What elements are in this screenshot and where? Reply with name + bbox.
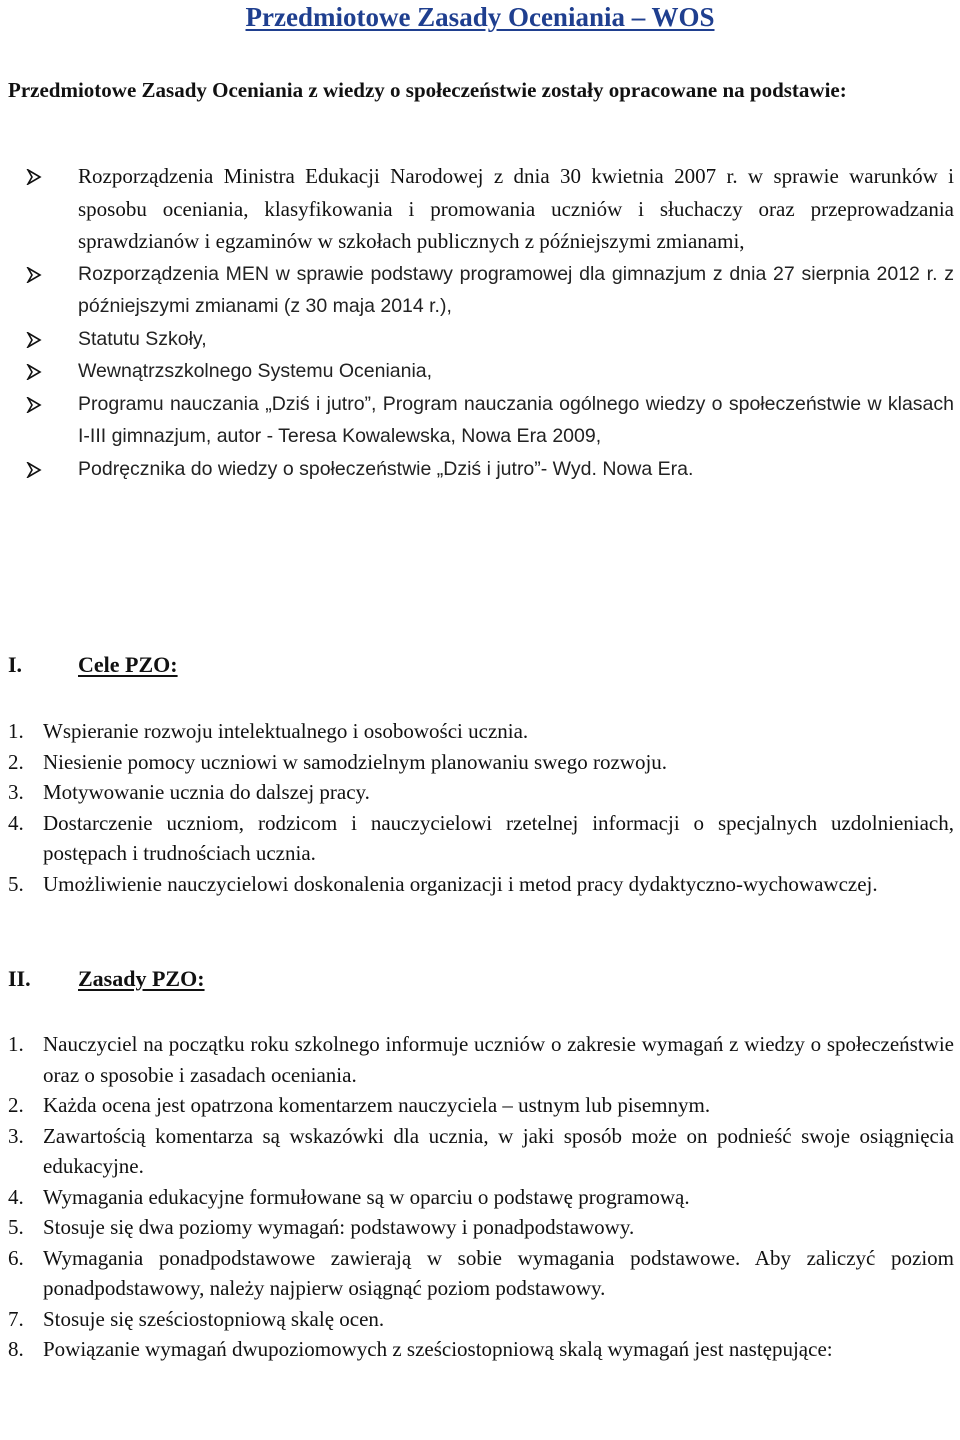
list-item <box>8 1212 954 1243</box>
basis-item-text: Rozporządzenia MEN w sprawie podstawy programowej dla gimnazjum z dnia 27 sierpnia 2012 r. z późniejszymi zmianami (z 30 maja 2014 r.), <box>78 262 954 317</box>
basis-item-text: Podręcznika do wiedzy o społeczeństwie „Dziś i jutro”- Wyd. Nowa Era. <box>78 457 694 480</box>
arrow-bullet-icon <box>26 169 42 185</box>
basis-item-text: Statutu Szkoły, <box>78 327 207 350</box>
section-title: Zasady PZO: <box>78 966 205 991</box>
item-text: Zawartością komentarza są wskazówki dla ucznia, w jaki sposób może on podnieść swoje osiągnięcia edukacyjne. <box>43 1123 954 1178</box>
section-heading-goals <box>8 652 178 678</box>
item-text: Stosuje się sześciostopniową skalę ocen. <box>43 1306 385 1331</box>
list-item <box>8 869 954 900</box>
list-item <box>8 1243 954 1304</box>
section-number: I. <box>8 652 23 677</box>
item-text: Dostarczenie uczniom, rodzicom i nauczycielowi rzetelnej informacji o specjalnych uzdolnieniach, postępach i trudnościach ucznia. <box>43 810 954 865</box>
item-text: Umożliwienie nauczycielowi doskonalenia organizacji i metod pracy dydaktyczno-wychowawczej. <box>43 871 878 896</box>
section-heading-rules <box>8 966 205 992</box>
list-item <box>8 808 954 869</box>
list-item <box>8 1029 954 1090</box>
item-number: 4. <box>8 1184 24 1209</box>
basis-item <box>8 323 954 356</box>
item-text: Stosuje się dwa poziomy wymagań: podstawowy i ponadpodstawowy. <box>43 1215 635 1239</box>
list-item <box>8 1304 954 1335</box>
intro-paragraph: Przedmiotowe Zasady Oceniania z wiedzy o społeczeństwie zostały opracowane na podstawie: <box>8 78 847 102</box>
goals-list <box>8 716 954 899</box>
basis-item-text: Wewnątrzszkolnego Systemu Oceniania, <box>78 360 433 382</box>
item-text: Nauczyciel na początku roku szkolnego informuje uczniów o zakresie wymagań z wiedzy o społeczeństwie oraz o sposobie i zasadach oceniania. <box>43 1032 954 1087</box>
item-text: Powiązanie wymagań dwupoziomowych z sześciostopniową skalą wymagań jest następujące: <box>43 1337 833 1361</box>
list-item <box>8 1334 954 1365</box>
arrow-bullet-icon <box>26 364 42 380</box>
basis-item <box>8 388 954 453</box>
item-number: 7. <box>8 1306 24 1331</box>
item-text: Każda ocena jest opatrzona komentarzem nauczyciela – ustnym lub pisemnym. <box>43 1093 711 1117</box>
arrow-bullet-icon <box>26 332 42 348</box>
list-item <box>8 747 954 778</box>
basis-item <box>8 355 954 388</box>
list-item <box>8 1182 954 1213</box>
item-number: 1. <box>8 1032 24 1056</box>
basis-item <box>8 258 954 323</box>
arrow-bullet-icon <box>26 267 42 283</box>
rules-list <box>8 1029 954 1365</box>
item-number: 6. <box>8 1245 24 1270</box>
item-number: 3. <box>8 780 24 804</box>
list-item <box>8 777 954 808</box>
section-title: Cele PZO: <box>78 652 178 677</box>
item-text: Niesienie pomocy uczniowi w samodzielnym planowaniu swego rozwoju. <box>43 749 668 774</box>
arrow-bullet-icon <box>26 462 42 478</box>
basis-item <box>8 453 954 486</box>
item-text: Wymagania edukacyjne formułowane są w oparciu o podstawę programową. <box>43 1184 690 1209</box>
document-title: Przedmiotowe Zasady Oceniania – WOS <box>245 2 715 32</box>
item-text: Wspieranie rozwoju intelektualnego i osobowości ucznia. <box>43 719 529 743</box>
item-text: Wymagania ponadpodstawowe zawierają w sobie wymagania podstawowe. Aby zaliczyć poziom ponadpodstawowy, należy najpierw osiągnąć poziom podstawowy. <box>43 1245 954 1300</box>
section-number: II. <box>8 966 31 991</box>
item-number: 1. <box>8 719 24 743</box>
item-number: 4. <box>8 810 24 835</box>
basis-item <box>8 160 954 258</box>
item-number: 2. <box>8 1093 24 1117</box>
item-number: 3. <box>8 1123 24 1148</box>
item-number: 2. <box>8 749 24 774</box>
item-text: Motywowanie ucznia do dalszej pracy. <box>43 780 370 804</box>
basis-list <box>8 160 954 485</box>
item-number: 8. <box>8 1337 24 1361</box>
item-number: 5. <box>8 1215 24 1239</box>
list-item <box>8 1121 954 1182</box>
basis-item-text: Programu nauczania „Dziś i jutro”, Program nauczania ogólnego wiedzy o społeczeństwie w klasach I-III gimnazjum, autor - Teresa Kowalewska, Nowa Era 2009, <box>78 392 954 447</box>
basis-item-text: Rozporządzenia Ministra Edukacji Narodowej z dnia 30 kwietnia 2007 r. w sprawie warunków i sposobu oceniania, klasyfikowania i promowania uczniów i słuchaczy oraz przeprowadzania sprawdzianów i egzaminów w szkołach publicznych z późniejszymi zmianami, <box>78 164 954 253</box>
list-item <box>8 1090 954 1121</box>
list-item <box>8 716 954 747</box>
arrow-bullet-icon <box>26 397 42 413</box>
item-number: 5. <box>8 871 24 896</box>
